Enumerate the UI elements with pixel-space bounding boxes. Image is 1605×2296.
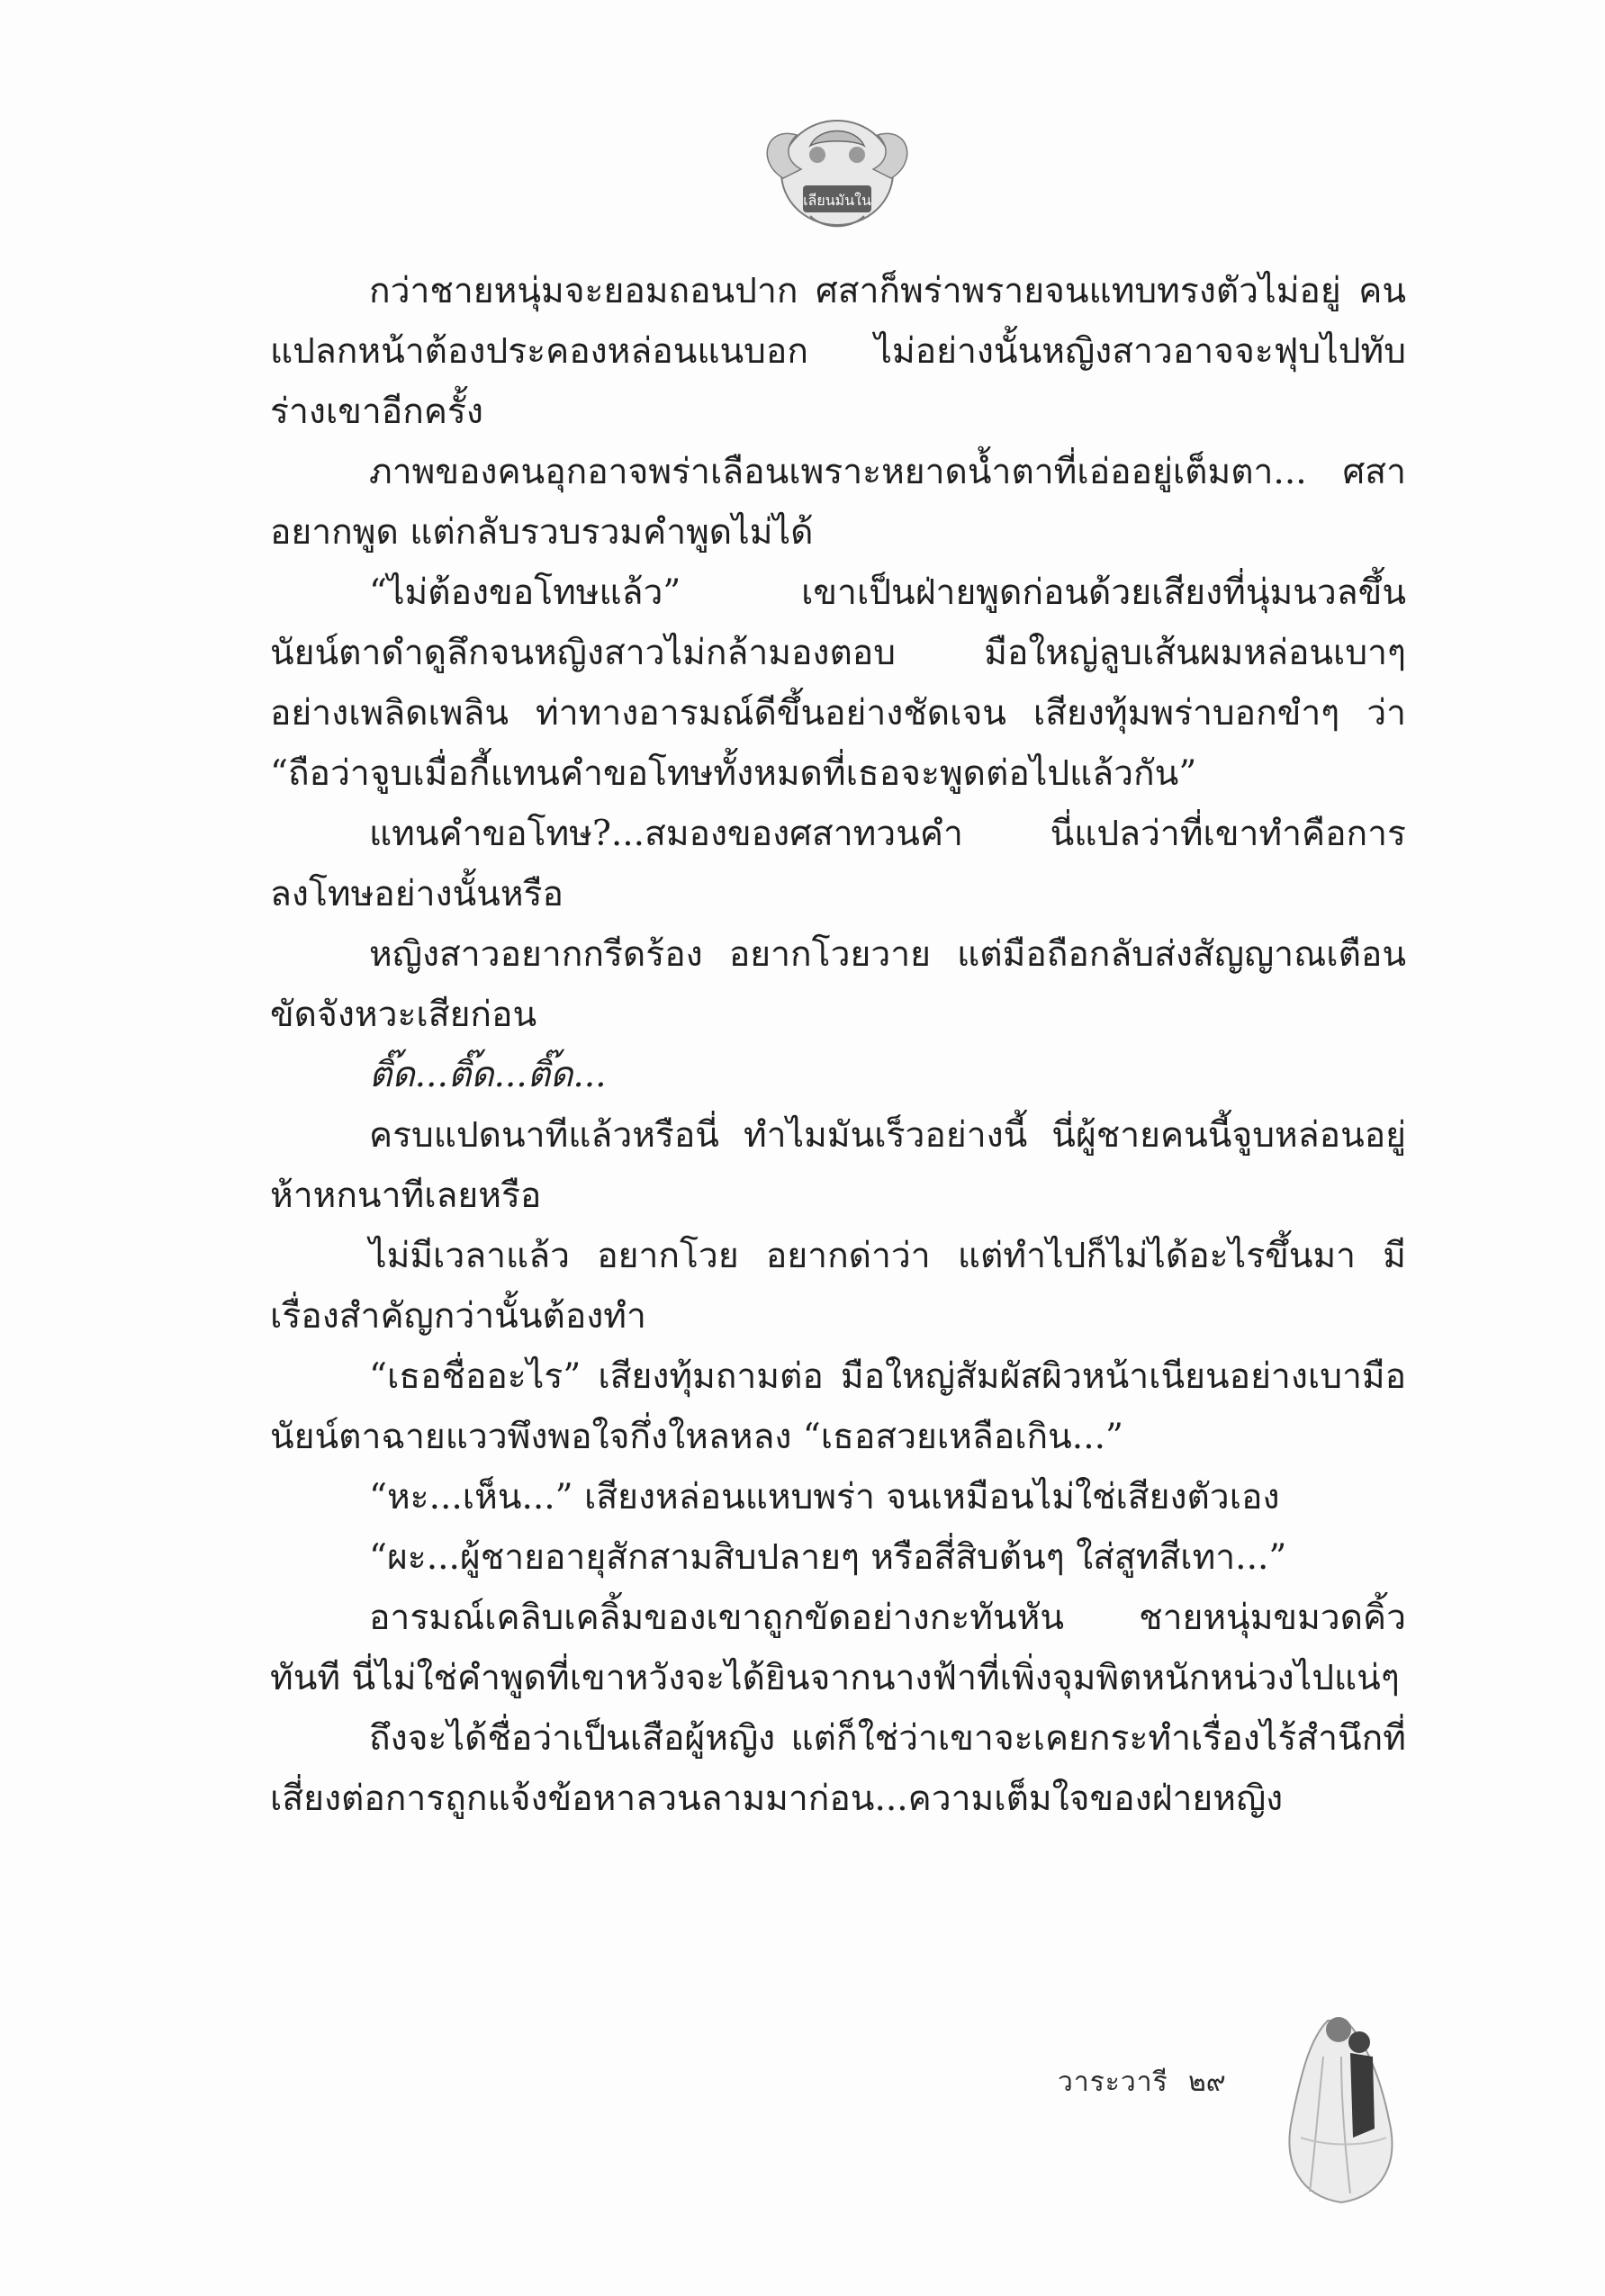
paragraph-9: “เธอชื่ออะไร” เสียงทุ้มถามต่อ มือใหญ่สัมผัสผิวหน้าเนียนอย่างเบามือ นัยน์ตาฉายแววพึงพอใจกึ่งใหลหลง “เธอสวยเหลือเกิน...” — [270, 1356, 1406, 1457]
body-text — [270, 261, 1406, 1829]
paragraph-12: อารมณ์เคลิบเคลิ้มของเขาถูกขัดอย่างกะทันหัน ชายหนุ่มขมวดคิ้วทันที นี่ไม่ใช่คำพูดที่เขาหวังจะได้ยินจากนางฟ้าที่เพิ่งจุมพิตหนักหน่วงไปแน่ๆ — [270, 1598, 1406, 1698]
logo-text: เลียนมันใน — [803, 192, 871, 209]
paragraph-2: ภาพของคนอุกอาจพร่าเลือนเพราะหยาดน้ำตาที่เอ่ออยู่เต็มตา... ศสาอยากพูด แต่กลับรวบรวมคำพูดไม่ได้ — [270, 452, 1406, 553]
paragraph-5: หญิงสาวอยากกรีดร้อง อยากโวยวาย แต่มือถือกลับส่งสัญญาณเตือนขัดจังหวะเสียก่อน — [270, 934, 1406, 1035]
bride-groom-icon — [1274, 2003, 1409, 2210]
paragraph-8: ไม่มีเวลาแล้ว อยากโวย อยากด่าว่า แต่ทำไปก็ไม่ได้อะไรขึ้นมา มีเรื่องสำคัญกว่านั้นต้องทำ — [270, 1236, 1406, 1337]
paragraph-10: “หะ...เห็น...” เสียงหล่อนแหบพร่า จนเหมือนไม่ใช่เสียงตัวเอง — [369, 1477, 1280, 1517]
paragraph-4: แทนคำขอโทษ?...สมองของศสาทวนคำ นี่แปลว่าที่เขาทำคือการลงโทษอย่างนั้นหรือ — [270, 814, 1406, 914]
ornamental-crest-icon — [747, 108, 927, 234]
page-number: ๒๙ — [1188, 2066, 1226, 2098]
paragraph-3: “ไม่ต้องขอโทษแล้ว” เขาเป็นฝ่ายพูดก่อนด้วยเสียงที่นุ่มนวลขึ้น นัยน์ตาดำดูลึกจนหญิงสาวไม่กล้ามองตอบ มือใหญ่ลูบเส้นผมหล่อนเบาๆ อย่างเพลิดเพลิน ท่าทางอารมณ์ดีขึ้นอย่างชัดเจน เสียงทุ้มพร่าบอกขำๆ ว่า “ถือว่าจูบเมื่อกี้แทนคำขอโทษทั้งหมดที่เธอจะพูดต่อไปแล้วกัน” — [270, 572, 1406, 794]
footer-book-title: วาระวารี — [1058, 2066, 1168, 2098]
paragraph-1: กว่าชายหนุ่มจะยอมถอนปาก ศสาก็พร่าพรายจนแทบทรงตัวไม่อยู่ คนแปลกหน้าต้องประคองหล่อนแนบอก ไม่อย่างนั้นหญิงสาวอาจจะฟุบไปทับร่างเขาอีกครั้ง — [270, 271, 1406, 432]
paragraph-11: “ผะ...ผู้ชายอายุสักสามสิบปลายๆ หรือสี่สิบต้นๆ ใส่สูทสีเทา...” — [369, 1537, 1287, 1578]
paragraph-6-ringtone: ติ๊ด...ติ๊ด...ติ๊ด... — [369, 1055, 607, 1095]
paragraph-13: ถึงจะได้ชื่อว่าเป็นเสือผู้หญิง แต่ก็ใช่ว่าเขาจะเคยกระทำเรื่องไร้สำนึกที่เสี่ยงต่อการถูกแจ้งข้อหาลวนลามมาก่อน...ความเต็มใจของฝ่ายหญิง — [270, 1718, 1406, 1819]
paragraph-7: ครบแปดนาทีแล้วหรือนี่ ทำไมมันเร็วอย่างนี้ นี่ผู้ชายคนนี้จูบหล่อนอยู่ห้าหกนาทีเลยหรือ — [270, 1115, 1406, 1216]
